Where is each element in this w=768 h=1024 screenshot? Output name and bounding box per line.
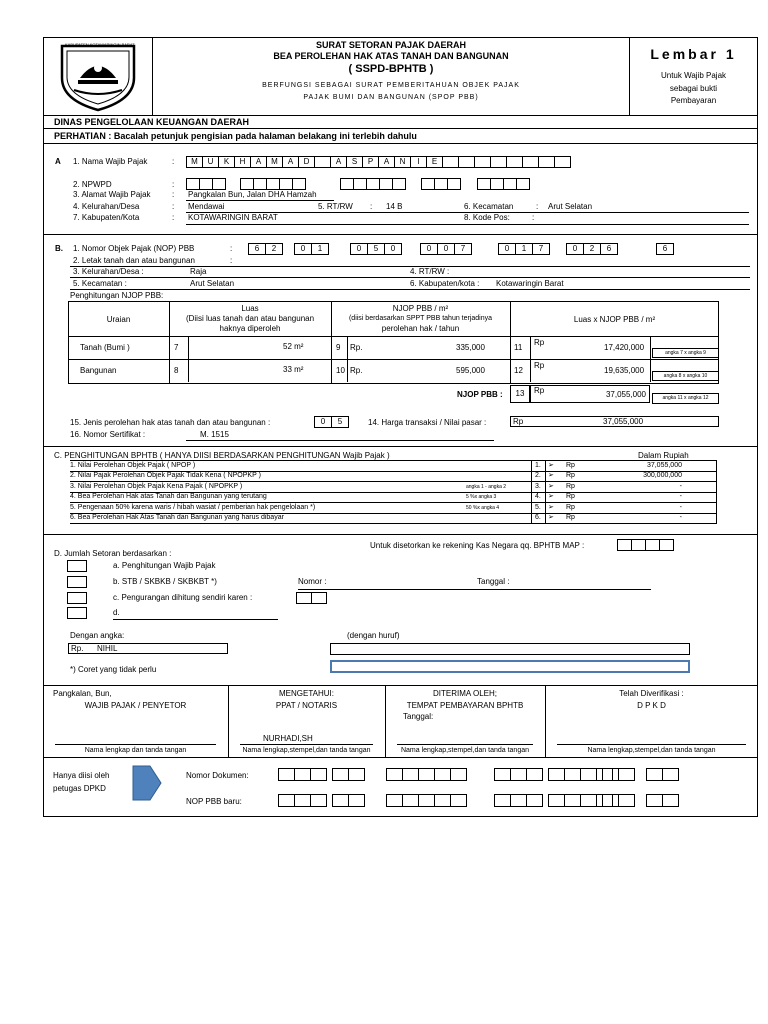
njop-row-luas[interactable]: 33 m²	[283, 365, 304, 374]
option-d-checkbox[interactable]	[67, 607, 87, 619]
njop-h-uraian: Uraian	[106, 315, 131, 324]
nop-digit-box[interactable]: 7	[532, 243, 550, 255]
dengan-huruf-label: (dengan huruf)	[347, 631, 400, 640]
kabupaten-b-label: 6. Kabupaten/kota :	[410, 279, 480, 288]
colon: :	[536, 202, 539, 211]
npwpd-digit-box[interactable]	[240, 178, 254, 190]
sig-footer: Nama lengkap dan tanda tangan	[84, 747, 187, 754]
option-d-label: d.	[113, 608, 120, 617]
nomor-dokumen-box[interactable]	[564, 768, 581, 781]
nama-char-box[interactable]: U	[202, 156, 219, 168]
nop-baru-box[interactable]	[310, 794, 327, 807]
nomor-dokumen-box[interactable]	[618, 768, 635, 781]
nop-baru-box[interactable]	[386, 794, 403, 807]
nop-baru-box[interactable]	[548, 794, 565, 807]
c-row-arrow-icon: ➢	[548, 493, 554, 501]
nama-char-box[interactable]: I	[410, 156, 427, 168]
sig-line-3: Tanggal:	[403, 712, 434, 721]
njop-h-njop-3: perolehan hak / tahun	[381, 324, 460, 333]
form-title-1: SURAT SETORAN PAJAK DAERAH	[315, 40, 466, 50]
nop-baru-box[interactable]	[510, 794, 527, 807]
kabupaten-b-value[interactable]: Kotawaringin Barat	[496, 279, 564, 288]
nomor-dokumen-box[interactable]	[662, 768, 679, 781]
sig-underline	[240, 744, 373, 745]
njop-row-num-2: 10	[336, 366, 345, 375]
sig-footer: Nama lengkap,stempel,dan tanda tangan	[587, 747, 716, 754]
sig-line-1: Pangkalan, Bun,	[53, 689, 112, 698]
nomor-dokumen-box[interactable]	[402, 768, 419, 781]
nama-char-box[interactable]: M	[186, 156, 203, 168]
njop-row-luas[interactable]: 52 m²	[283, 342, 304, 351]
npwpd-digit-box[interactable]	[340, 178, 354, 190]
sig-line-1: Telah Diverifikasi :	[619, 689, 684, 698]
nop-digit-box[interactable]: 2	[265, 243, 283, 255]
c-row-note: angka 1 - angka 2	[466, 483, 507, 490]
njop-total-value: 37,055,000	[605, 390, 646, 399]
nama-char-box[interactable]: A	[282, 156, 299, 168]
option-b-checkbox[interactable]	[67, 576, 87, 588]
nop-baru-box[interactable]	[662, 794, 679, 807]
dengan-angka-label: Dengan angka:	[70, 631, 125, 640]
amount-number-field[interactable]	[68, 643, 228, 654]
nomor-dokumen-box[interactable]	[386, 768, 403, 781]
hanya-diisi-1: Hanya diisi oleh	[53, 771, 110, 780]
sep	[530, 360, 531, 382]
njop-row-label: Bangunan	[80, 366, 117, 375]
npwpd-digit-box[interactable]	[212, 178, 226, 190]
lembar-note-3: Pembayaran	[670, 96, 717, 105]
row-line	[70, 523, 716, 524]
harga-rp: Rp	[513, 417, 524, 426]
nomor-dokumen-box[interactable]	[294, 768, 311, 781]
sig-line-2: D P K D	[637, 701, 666, 710]
nop-digit-box[interactable]: 1	[311, 243, 329, 255]
colon: :	[172, 157, 175, 166]
sig-line-2: PPAT / NOTARIS	[275, 701, 338, 710]
coret-note: *) Coret yang tidak perlu	[70, 665, 157, 674]
nop-baru-label: NOP PBB baru:	[186, 797, 242, 806]
amount-rp: Rp.	[71, 644, 84, 653]
npwpd-digit-box[interactable]	[353, 178, 367, 190]
c-row-label: 2. Nilai Pajak Perolehan Objek Pajak Tidak Kena ( NPOPKP )	[70, 472, 261, 480]
hanya-diisi-2: petugas DPKD	[53, 784, 106, 793]
njop-row-num-1: 7	[174, 343, 179, 352]
c-row-value[interactable]: -	[679, 503, 682, 511]
c-row-arrow-icon: ➢	[548, 503, 554, 511]
option-c-label: c. Pengurangan dihitung sendiri karen :	[113, 593, 253, 602]
nop-digit-box[interactable]: 7	[454, 243, 472, 255]
option-a-checkbox[interactable]	[67, 560, 87, 572]
nomor-dokumen-box[interactable]	[450, 768, 467, 781]
c-row-arrow-icon: ➢	[548, 482, 554, 490]
sep	[347, 337, 348, 359]
nop-digit-box[interactable]: 0	[350, 243, 368, 255]
njop-h-luas-2: (Diisi luas tanah dan atau bangunan	[185, 314, 315, 323]
c-row-label: 6. Bea Perolehan Hak Atas Tanah dan Bangunan yang harus dibayar	[70, 514, 284, 521]
colon: :	[172, 190, 175, 199]
sertifikat-label: 16. Nomor Sertifikat :	[70, 430, 146, 439]
form-title-2: BEA PEROLEHAN HAK ATAS TANAH DAN BANGUNAN	[273, 51, 509, 61]
nomor-dokumen-box[interactable]	[526, 768, 543, 781]
sig-name[interactable]: NURHADI,SH	[263, 734, 313, 743]
sig-footer: Nama lengkap,stempel,dan tanda tangan	[242, 747, 371, 754]
njop-h-luas-1: Luas	[241, 304, 259, 313]
perhatian-label: PERHATIAN : Bacalah petunjuk pengisian pada halaman belakang ini terlebih dahulu	[54, 131, 417, 141]
npwpd-digit-box[interactable]	[392, 178, 406, 190]
nama-char-box[interactable]: P	[362, 156, 379, 168]
njop-row-num-1: 8	[174, 366, 179, 375]
c-row-note: 5 %x angka 3	[466, 494, 497, 501]
kecamatan-a-value[interactable]: Arut Selatan	[548, 202, 593, 211]
nomor-dokumen-box[interactable]	[602, 768, 619, 781]
njop-row-rp: Rp.	[350, 343, 363, 352]
nomor-dokumen-box[interactable]	[494, 768, 511, 781]
c-row-value[interactable]: -	[679, 514, 682, 521]
sig-line-2: WAJIB PAJAK / PENYETOR	[84, 701, 187, 710]
njop-row-njop[interactable]: 335,000	[456, 343, 485, 352]
nama-char-box[interactable]: S	[346, 156, 363, 168]
colon: :	[172, 213, 175, 222]
sig-underline	[557, 744, 746, 745]
njop-row-num-3: 12	[514, 366, 523, 375]
c-row-num: 5.	[535, 503, 541, 511]
colon: :	[172, 202, 175, 211]
c-row-label: 1. Nilai Perolehan Objek Pajak ( NPOP )	[70, 462, 196, 469]
nop-digit-box[interactable]: 0	[384, 243, 402, 255]
colon: :	[370, 202, 373, 211]
colon: :	[532, 213, 535, 222]
amount-value: NIHIL	[97, 644, 118, 653]
nama-char-box[interactable]: D	[298, 156, 315, 168]
sig-line-1: DITERIMA OLEH;	[432, 689, 497, 698]
nomor-dokumen-box[interactable]	[348, 768, 365, 781]
nama-char-box[interactable]	[314, 156, 331, 168]
nama-char-box[interactable]: A	[250, 156, 267, 168]
harga-label: 14. Harga transaksi / Nilai pasar :	[368, 418, 487, 427]
kelurahan-b-label: 3. Kelurahan/Desa :	[73, 267, 144, 276]
npwpd-digit-box[interactable]	[447, 178, 461, 190]
c-row-arrow-icon: ➢	[548, 472, 554, 480]
section-a-letter: A	[55, 157, 61, 166]
njop-row-total[interactable]: 17,420,000	[604, 343, 645, 352]
nop-digit-box[interactable]: 0	[498, 243, 516, 255]
logo-caption: KABUPATEN KOTAWARINGIN BARAT	[65, 42, 135, 47]
harga-value: 37,055,000	[603, 417, 644, 426]
nama-char-box[interactable]: H	[234, 156, 251, 168]
nop-baru-box[interactable]	[434, 794, 451, 807]
nop-baru-box[interactable]	[450, 794, 467, 807]
nop-baru-box[interactable]	[494, 794, 511, 807]
nop-digit-box[interactable]: 0	[294, 243, 312, 255]
nama-char-box[interactable]	[442, 156, 459, 168]
c-row-value[interactable]: -	[679, 482, 682, 490]
nama-char-box[interactable]	[490, 156, 507, 168]
lembar-label: Lembar 1	[650, 46, 737, 62]
sertifikat-value[interactable]: M. 1515	[200, 430, 229, 439]
njop-total-cell[interactable]	[530, 385, 650, 403]
penghitungan-njop-label: Penghitungan NJOP PBB:	[70, 291, 164, 300]
nama-char-box[interactable]: E	[426, 156, 443, 168]
nop-digit-box[interactable]: 0	[566, 243, 584, 255]
nomor-dokumen-box[interactable]	[310, 768, 327, 781]
c-row-rp: Rp	[566, 514, 575, 521]
sig-line-1: MENGETAHUI:	[279, 689, 334, 698]
kodepos-label: 8. Kode Pos:	[464, 213, 510, 222]
npwpd-digit-box[interactable]	[253, 178, 267, 190]
npwpd-digit-box[interactable]	[490, 178, 504, 190]
nomor-dokumen-label: Nomor Dokumen:	[186, 771, 249, 780]
nomor-dokumen-box[interactable]	[418, 768, 435, 781]
rtrw-a-label: 5. RT/RW	[318, 202, 353, 211]
nop-baru-box[interactable]	[526, 794, 543, 807]
njop-h-total: Luas x NJOP PBB / m²	[573, 315, 656, 324]
npwpd-digit-box[interactable]	[279, 178, 293, 190]
nop-baru-box[interactable]	[332, 794, 349, 807]
colon: :	[230, 244, 233, 253]
tanggal-label: Tanggal :	[477, 577, 510, 586]
npwpd-digit-box[interactable]	[186, 178, 200, 190]
nomor-dokumen-box[interactable]	[580, 768, 597, 781]
njop-row-rp: Rp.	[350, 366, 363, 375]
njop-row-label: Tanah (Bumi )	[80, 343, 130, 352]
nop-baru-box[interactable]	[564, 794, 581, 807]
c-row-arrow-icon: ➢	[548, 462, 554, 469]
nama-char-box[interactable]: A	[378, 156, 395, 168]
npwpd-digit-box[interactable]	[379, 178, 393, 190]
section-d-title: D. Jumlah Setoran berdasarkan :	[54, 549, 172, 558]
njop-row-num-3: 11	[514, 343, 523, 352]
c-row-note: 50 %x angka 4	[466, 504, 500, 511]
map-digit-box[interactable]	[617, 539, 632, 551]
nop-digit-box[interactable]: 6	[248, 243, 266, 255]
amount-words-field-2[interactable]	[330, 660, 690, 673]
nop-label: 1. Nomor Objek Pajak (NOP) PBB	[73, 244, 195, 253]
npwpd-digit-box[interactable]	[366, 178, 380, 190]
nop-baru-box[interactable]	[294, 794, 311, 807]
lembar-note-1: Untuk Wajib Pajak	[660, 71, 727, 80]
c-row-num: 6.	[535, 514, 541, 521]
map-digit-box[interactable]	[645, 539, 660, 551]
sep	[188, 337, 189, 359]
option-c-checkbox[interactable]	[67, 592, 87, 604]
c-row-label: 4. Bea Perolehan Hak atas Tanah dan Bangunan yang terutang	[70, 493, 267, 501]
nama-char-box[interactable]	[538, 156, 555, 168]
njop-row-rp-2: Rp	[534, 361, 545, 370]
c-row-arrow-icon: ➢	[548, 514, 554, 521]
nop-digit-box[interactable]: 1	[515, 243, 533, 255]
sig-underline	[397, 744, 533, 745]
sep	[188, 360, 189, 382]
c-divider	[716, 460, 717, 524]
sig-footer: Nama lengkap,stempel,dan tanda tangan	[400, 747, 530, 754]
option-a-label: a. Penghitungan Wajib Pajak	[113, 561, 216, 570]
jenis-digit-box[interactable]: 0	[314, 416, 332, 428]
nomor-dokumen-box[interactable]	[548, 768, 565, 781]
option-c-percent-1[interactable]	[296, 592, 312, 604]
nop-baru-box[interactable]	[418, 794, 435, 807]
c-row-rp: Rp	[566, 493, 575, 501]
header-logo-box	[43, 37, 153, 115]
nomor-dokumen-box[interactable]	[332, 768, 349, 781]
njop-row-njop[interactable]: 595,000	[456, 366, 485, 375]
njop-row-note: angka 7 x angka 9	[652, 348, 719, 358]
kelurahan-b-value[interactable]: Raja	[190, 267, 207, 276]
arrow-right-icon	[132, 765, 162, 801]
kelurahan-a-value[interactable]: Mendawai	[188, 202, 225, 211]
map-digit-box[interactable]	[659, 539, 674, 551]
njop-total-label: NJOP PBB :	[457, 390, 503, 399]
kecamatan-b-label: 5. Kecamatan :	[73, 279, 127, 288]
nomor-dokumen-box[interactable]	[278, 768, 295, 781]
nop-digit-box[interactable]: 2	[583, 243, 601, 255]
sep	[650, 337, 651, 359]
njop-total-note: angka 11 x angka 12	[652, 393, 719, 404]
lembar-note-2: sebagai bukti	[669, 84, 718, 93]
c-row-value[interactable]: 37,055,000	[646, 462, 682, 469]
nama-char-box[interactable]: N	[394, 156, 411, 168]
nama-char-box[interactable]	[554, 156, 571, 168]
nop-digit-box[interactable]: 5	[367, 243, 385, 255]
sig-line-2: TEMPAT PEMBAYARAN BPHTB	[406, 701, 524, 710]
nama-char-box[interactable]	[474, 156, 491, 168]
nama-char-box[interactable]: A	[330, 156, 347, 168]
disetor-label: Untuk disetorkan ke rekening Kas Negara qq. BPHTB MAP :	[370, 541, 585, 550]
c-row-value[interactable]: 300,000,000	[643, 472, 682, 480]
npwpd-digit-box[interactable]	[477, 178, 491, 190]
njop-h-njop-2: (diisi berdasarkan SPPT PBB tahun terjadinya	[348, 315, 493, 322]
nop-digit-box[interactable]: 0	[437, 243, 455, 255]
nomor-dokumen-box[interactable]	[646, 768, 663, 781]
rtrw-a-value[interactable]: 14 B	[386, 202, 403, 211]
c-row-num: 3.	[535, 482, 541, 490]
dalam-rupiah-label: Dalam Rupiah	[638, 451, 689, 460]
map-digit-box[interactable]	[631, 539, 646, 551]
letak-label: 2. Letak tanah dan atau bangunan	[73, 256, 195, 265]
nomor-dokumen-box[interactable]	[434, 768, 451, 781]
nama-char-box[interactable]	[522, 156, 539, 168]
nop-baru-box[interactable]	[618, 794, 635, 807]
npwpd-digit-box[interactable]	[421, 178, 435, 190]
njop-row-note: angka 8 x angka 10	[652, 371, 719, 381]
form-subtitle-2: PAJAK BUMI DAN BANGUNAN (SPOP PBB)	[303, 94, 479, 101]
nop-baru-box[interactable]	[402, 794, 419, 807]
kecamatan-b-value[interactable]: Arut Selatan	[190, 279, 235, 288]
nop-baru-box[interactable]	[278, 794, 295, 807]
c-row-rp: Rp	[566, 503, 575, 511]
option-b-label: b. STB / SKBKB / SKBKBT *)	[113, 577, 217, 586]
npwpd-digit-box[interactable]	[434, 178, 448, 190]
njop-h-luas-3: haknya diperoleh	[219, 324, 281, 333]
nop-digit-box[interactable]: 6	[656, 243, 674, 255]
alamat-label: 3. Alamat Wajib Pajak	[73, 190, 151, 199]
npwpd-label: 2. NPWPD	[73, 180, 112, 189]
nomor-label: Nomor :	[298, 577, 327, 586]
section-c-title: C. PENGHITUNGAN BPHTB ( HANYA DIISI BERDASARKAN PENGHITUNGAN Wajib Pajak )	[54, 451, 390, 460]
njop-row-num-2: 9	[336, 343, 341, 352]
colon: :	[172, 180, 175, 189]
kecamatan-a-label: 6. Kecamatan	[464, 202, 514, 211]
njop-row-rp-2: Rp	[534, 338, 545, 347]
npwpd-digit-box[interactable]	[503, 178, 517, 190]
option-c-percent-2[interactable]	[311, 592, 327, 604]
form-subtitle-1: BERFUNGSI SEBAGAI SURAT PEMBERITAHUAN OBJEK PAJAK	[262, 82, 520, 89]
nop-digit-box[interactable]: 0	[420, 243, 438, 255]
nama-char-box[interactable]: M	[266, 156, 283, 168]
jenis-digit-box[interactable]: 5	[331, 416, 349, 428]
c-row-label: 3. Nilai Perolehan Objek Pajak Kena Pajak ( NPOPKP )	[70, 482, 243, 490]
jenis-perolehan-label: 15. Jenis perolehan hak atas tanah dan atau bangunan :	[70, 418, 271, 427]
c-divider	[545, 460, 546, 524]
sep	[347, 360, 348, 382]
sig-underline	[55, 744, 216, 745]
npwpd-digit-box[interactable]	[266, 178, 280, 190]
njop-total-num: 13	[510, 385, 530, 403]
njop-row-total[interactable]: 19,635,000	[604, 366, 645, 375]
nomor-dokumen-box[interactable]	[510, 768, 527, 781]
regency-emblem-icon	[48, 40, 148, 112]
harga-field[interactable]	[510, 416, 719, 427]
c-top-line	[70, 460, 716, 461]
amount-words-field[interactable]	[330, 643, 690, 655]
c-row-num: 4.	[535, 493, 541, 501]
c-row-rp: Rp	[566, 482, 575, 490]
kabupaten-a-value[interactable]: KOTAWARINGIN BARAT	[188, 213, 278, 222]
c-row-rp: Rp	[566, 472, 575, 480]
nop-baru-box[interactable]	[580, 794, 597, 807]
kabupaten-a-label: 7. Kabupaten/Kota	[73, 213, 140, 222]
section-b-letter: B.	[55, 244, 63, 253]
rtrw-b-label: 4. RT/RW :	[410, 267, 450, 276]
npwpd-digit-box[interactable]	[199, 178, 213, 190]
nama-char-box[interactable]: K	[218, 156, 235, 168]
kelurahan-a-label: 4. Kelurahan/Desa	[73, 202, 140, 211]
form-title-3: ( SSPD-BPHTB )	[348, 63, 434, 75]
nama-char-box[interactable]	[458, 156, 475, 168]
njop-h-njop-1: NJOP PBB / m²	[392, 304, 449, 313]
nop-baru-box[interactable]	[348, 794, 365, 807]
nop-baru-box[interactable]	[602, 794, 619, 807]
sep	[650, 360, 651, 382]
nama-label: 1. Nama Wajib Pajak	[73, 157, 148, 166]
c-row-label: 5. Pengenaan 50% karena waris / hibah wasiat / pemberian hak pengelolaan *)	[70, 503, 316, 511]
alamat-value[interactable]: Pangkalan Bun, Jalan DHA Hamzah	[188, 190, 317, 199]
njop-total-rp: Rp	[534, 386, 545, 395]
c-row-num: 1.	[535, 462, 541, 469]
nama-char-box[interactable]	[506, 156, 523, 168]
c-row-num: 2.	[535, 472, 541, 480]
c-row-rp: Rp	[566, 462, 575, 469]
sep	[530, 337, 531, 359]
c-row-value[interactable]: -	[679, 493, 682, 501]
nop-digit-box[interactable]: 6	[600, 243, 618, 255]
dinas-label: DINAS PENGELOLAAN KEUANGAN DAERAH	[54, 117, 250, 127]
npwpd-digit-box[interactable]	[292, 178, 306, 190]
c-divider	[531, 460, 532, 524]
colon: :	[230, 256, 233, 265]
npwpd-digit-box[interactable]	[516, 178, 530, 190]
nop-baru-box[interactable]	[646, 794, 663, 807]
